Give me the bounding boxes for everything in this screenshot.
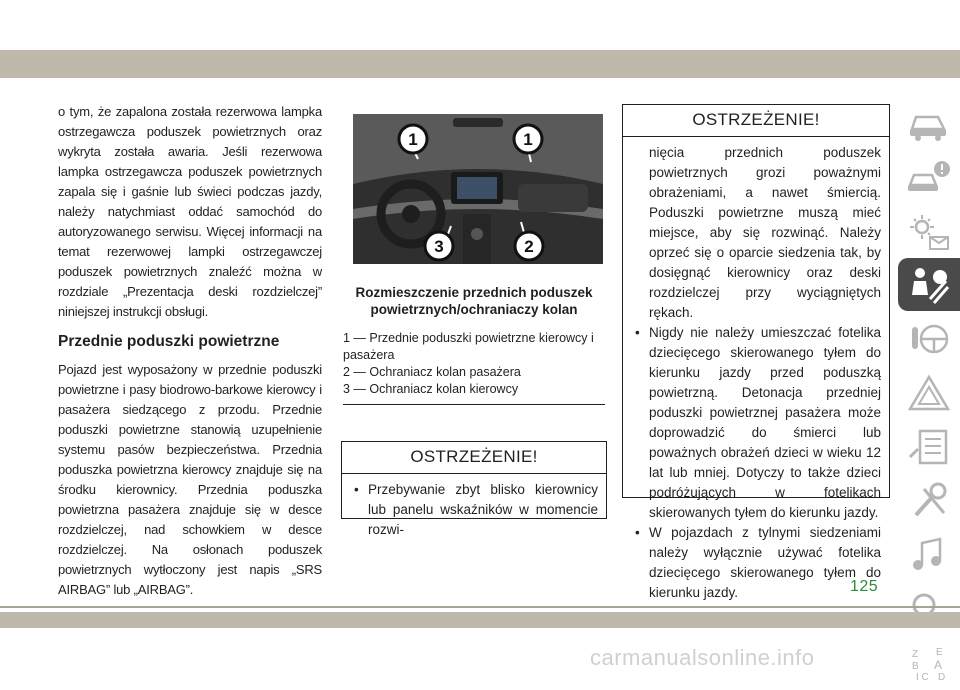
tab-emergency[interactable] — [898, 366, 960, 419]
tab-safety[interactable] — [898, 258, 960, 311]
bottom-decorative-band — [0, 612, 960, 628]
legend-divider — [343, 404, 605, 405]
tab-multimedia[interactable] — [898, 528, 960, 581]
car-info-icon — [906, 103, 952, 143]
warning-2-item-2: • W pojazdach z tylnymi siedzeniami należy wyłącznie używać fotelika dziecięcego skierowanego tyłem do kierunku jazdy. — [631, 523, 881, 603]
svg-text:2: 2 — [524, 237, 534, 256]
dashboard-lights-icon — [906, 211, 952, 251]
footer-rule — [0, 606, 960, 608]
watermark-text: carmanualsonline.info — [590, 645, 815, 670]
svg-text:I C: I C — [916, 671, 929, 683]
svg-text:B: B — [912, 660, 919, 672]
callout-3 — [425, 232, 453, 260]
warning-box-1 — [341, 441, 607, 537]
dashboard-photo — [353, 114, 603, 264]
tab-index[interactable] — [898, 636, 960, 689]
music-multimedia-icon — [906, 535, 952, 575]
svg-text:D: D — [938, 671, 946, 683]
legend-item-1: 1 — Przednie poduszki powietrzne kierowcy i pasażera — [343, 331, 594, 362]
body-paragraph: Pojazd jest wyposażony w przednie poduszki powietrzne i pasy biodrowo-barkowe kierowcy i pasażera siedzącego z przodu. Przednie poduszki powietrzne stanowią uzupełnienie systemu pasów bezpieczeństwa. Przednia poduszka powietrzna kierowcy znajduje się na środku kierownicy. Przednia poduszka powietrzna pasażera znajduje się w desce rozdzielczej, nad schowkiem w desce rozdzielczej. Na osłonach poduszek powietrznych wytłoczony jest napis „SRS AIRBAG” lub „AIRBAG”. — [58, 362, 322, 597]
service-checklist-icon — [906, 427, 952, 467]
warning-1-title: OSTRZEŻENIE! — [342, 442, 606, 474]
tab-car-warning[interactable] — [898, 150, 960, 203]
hazard-triangle-icon — [906, 373, 952, 413]
page-number: 125 — [850, 578, 879, 595]
svg-text:1: 1 — [408, 130, 418, 149]
intro-paragraph: o tym, że zapalona została rezerwowa lampka ostrzegawcza poduszek powietrznych oraz wykryta została awaria. Jeśli rezerwowa lampka ostrzegawcza poduszek powietrznych zapala się i gaśnie lub świeci podczas jazdy, należy natychmiast oddać samochód do autoryzowanego serwisu. Więcej informacji na temat rezerwowej lampki ostrzegawczej poduszek powietrznych znaleźć można w rozdziale „Prezentacja deski rozdzielczej” niniejszej instrukcji obsługi. — [58, 104, 322, 319]
wrench-maintenance-icon — [906, 481, 952, 521]
figure-caption: Rozmieszczenie przednich poduszek powietrznych/ochraniaczy kolan — [355, 285, 593, 317]
warning-2-item-1: • Nigdy nie należy umieszczać fotelika dziecięcego skierowanego tyłem do kierunku jazdy przed poduszką powietrzną. Detonacja przedniej poduszki powietrznej pasażera może doprowadzić do śmierci lub poważnych obrażeń dzieci w wieku 12 lat lub mniej. Dotyczy to także dzieci podróżujących w fotelikach skierowanych tyłem do kierunku jazdy. — [631, 323, 881, 523]
tab-starting-operating[interactable] — [898, 312, 960, 365]
car-warning-icon — [906, 157, 952, 197]
warning-2-title: OSTRZEŻENIE! — [623, 105, 889, 137]
callout-1-left — [399, 125, 427, 153]
svg-text:Z: Z — [912, 648, 919, 660]
warning-2-continuation: nięcia przednich poduszek powietrznych grozi poważnymi obrażeniami, a nawet śmiercią. Poduszki powietrzne muszą mieć miejsce, aby się rozwinąć. Należy oprzeć się o oparcie siedzenia tak, by dosięgnąć kierownicy oraz deski rozdzielczej przy wyciągniętych rękach. — [649, 145, 881, 320]
svg-text:A: A — [934, 657, 943, 672]
figure-column — [343, 114, 605, 405]
chapter-tabs — [898, 96, 960, 690]
tab-technical-specs[interactable] — [898, 474, 960, 527]
dashboard-illustration — [353, 114, 603, 264]
tab-servicing[interactable] — [898, 420, 960, 473]
left-text-column — [58, 102, 322, 600]
svg-text:3: 3 — [434, 237, 444, 256]
figure-legend — [343, 330, 605, 398]
alphabetical-index-icon — [906, 643, 952, 683]
tab-car-info[interactable] — [898, 96, 960, 149]
svg-text:1: 1 — [523, 130, 533, 149]
callout-1-right — [514, 125, 542, 153]
warning-1-item: • Przebywanie zbyt blisko kierownicy lub panelu wskaźników w momencie rozwi- — [350, 480, 598, 540]
top-decorative-band — [0, 50, 960, 78]
airbag-seatbelt-icon — [906, 265, 952, 305]
svg-text:E: E — [936, 646, 943, 658]
section-heading: Przednie poduszki powietrzne — [58, 333, 280, 350]
callout-2 — [515, 232, 543, 260]
legend-item-3: 3 — Ochraniacz kolan kierowcy — [343, 382, 519, 396]
tab-dashboard-lights[interactable] — [898, 204, 960, 257]
legend-item-2: 2 — Ochraniacz kolan pasażera — [343, 365, 521, 379]
steering-wheel-icon — [906, 319, 952, 359]
